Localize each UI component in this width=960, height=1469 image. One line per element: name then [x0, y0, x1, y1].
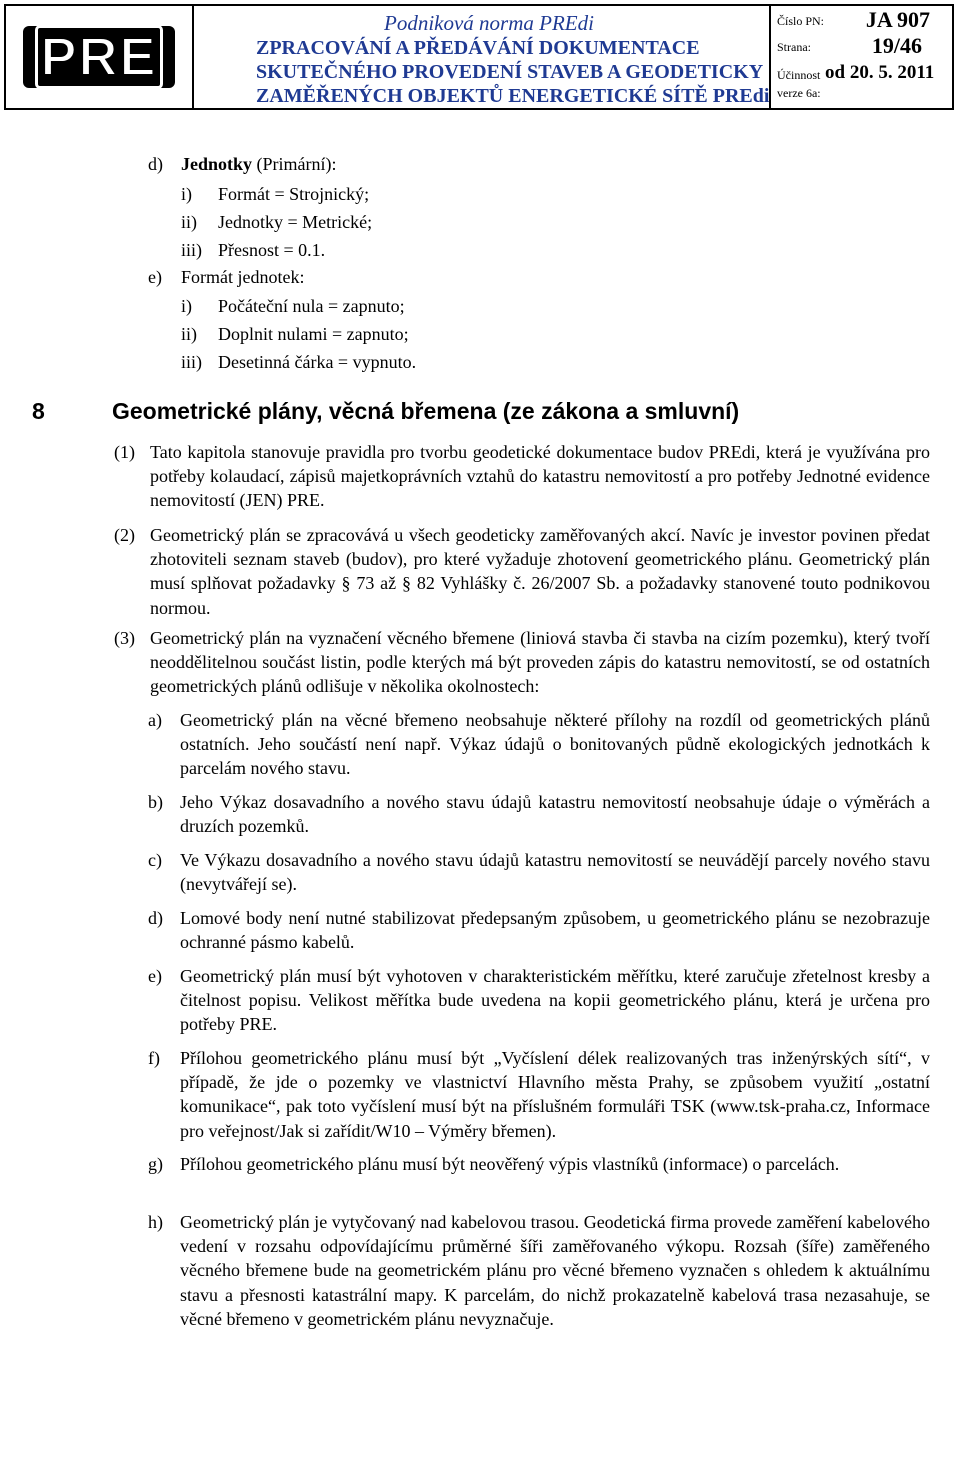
- meta-strana: [777, 32, 952, 58]
- section-heading: [32, 398, 739, 425]
- list-d-item-text: Jednotky = Metrické;: [218, 212, 373, 232]
- section-number: 8: [32, 398, 45, 424]
- cislo-label: Číslo PN:: [777, 14, 825, 28]
- sub-item-label: h): [148, 1212, 163, 1232]
- list-d-title: Jednotky: [181, 154, 253, 174]
- list-d-item-label: i): [181, 184, 192, 204]
- list-e-item-label: i): [181, 296, 192, 316]
- paragraph-label: (2): [114, 525, 135, 545]
- list-d-item-text: Přesnost = 0.1.: [218, 240, 326, 260]
- sub-item-e: [180, 964, 930, 1037]
- list-d-title-suffix: (Primární):: [252, 154, 337, 174]
- list-e-title: Formát jednotek:: [181, 267, 305, 287]
- section-title: Geometrické plány, věcná břemena (ze zákona a smluvní): [112, 398, 740, 424]
- list-e-item-text: Doplnit nulami = zapnuto;: [218, 324, 409, 344]
- paragraph-label: (1): [114, 442, 135, 462]
- sub-item-label: f): [148, 1048, 160, 1068]
- paragraph-text: Geometrický plán se zpracovává u všech geodeticky zaměřovaných akcí. Navíc je investor povinen předat zhotoviteli seznam staveb (budov), pro které vyžaduje zhotovení geometrického plánu. Geometrický plán musí splňovat požadavky § 73 až § 82 Vyhlášky č. 26/2007 Sb. a požadavky stanovené touto podnikovou normou.: [150, 525, 930, 618]
- list-e-item-label: ii): [181, 324, 197, 344]
- cislo-value: JA 907: [865, 7, 930, 32]
- list-e-item-text: Počáteční nula = zapnuto;: [218, 296, 405, 316]
- meta-verze: [777, 84, 952, 110]
- title-line-2: SKUTEČNÉHO PROVEDENÍ STAVEB A GEODETICKY: [256, 61, 764, 83]
- document-meta: [771, 6, 952, 108]
- sub-item-text: Lomové body není nutné stabilizovat předepsaným způsobem, u geometrického plánu se nezobrazuje ochranné pásmo kabelů.: [180, 908, 930, 953]
- paragraph-1: [150, 440, 930, 513]
- sub-item-text: Geometrický plán na věcné břemeno neobsahuje některé přílohy na rozdíl od geometrických plánů ostatních. Jeho součástí není např. Výkaz údajů o bonitovaných půdně ekologických jednotkách k parcelám nového stavu.: [180, 710, 930, 779]
- strana-value: 19/46: [871, 33, 922, 58]
- sub-item-label: e): [148, 966, 162, 986]
- verze-label: verze 6a:: [777, 86, 821, 100]
- sub-item-c: [180, 848, 930, 896]
- paragraph-text: Tato kapitola stanovuje pravidla pro tvorbu geodetické dokumentace budov PREdi, která je využívána pro potřeby kolaudací, zápisů majetkoprávních vztahů do katastru nemovitostí a pro potřeby Jednotné evidence nemovitostí (JEN) PRE.: [150, 442, 930, 511]
- logo-text: PRE: [36, 26, 161, 88]
- page-header: [4, 4, 954, 110]
- sub-item-label: b): [148, 792, 163, 812]
- title-line-1: ZPRACOVÁNÍ A PŘEDÁVÁNÍ DOKUMENTACE: [256, 37, 700, 59]
- paragraph-3: [150, 626, 930, 699]
- sub-item-d: [180, 906, 930, 954]
- list-e-item-label: iii): [181, 352, 202, 372]
- paragraph-text: Geometrický plán na vyznačení věcného břemene (liniová stavba či stavba na cizím pozemku), který tvoří neoddělitelnou součást listin, podle kterých má být proveden zápis do katastru nemovitostí, se od ostatních geometrických plánů odlišuje v několika okolnostech:: [150, 628, 930, 697]
- list-d-title-line: [181, 152, 337, 176]
- sub-item-g: [180, 1152, 930, 1176]
- sub-item-text: Jeho Výkaz dosavadního a nového stavu údajů katastru nemovitostí neobsahuje údaje o výměrách a druzích pozemků.: [180, 792, 930, 837]
- sub-item-a: [180, 708, 930, 781]
- norm-label: Podniková norma PREdi: [384, 11, 594, 35]
- list-e-item-text: Desetinná čárka = vypnuto.: [218, 352, 417, 372]
- document-title-box: [194, 6, 771, 108]
- logo-box: [6, 6, 194, 108]
- sub-item-text: Ve Výkazu dosavadního a nového stavu údajů katastru nemovitostí se neuvádějí parcely nového stavu (nevytvářejí se).: [180, 850, 930, 895]
- sub-item-label: g): [148, 1154, 163, 1174]
- ucinnost-label: Účinnost: [777, 68, 821, 82]
- sub-item-label: d): [148, 908, 163, 928]
- sub-item-h: [180, 1210, 930, 1331]
- sub-item-text: Přílohou geometrického plánu musí být „Vyčíslení délek realizovaných tras inženýrských sítí“, v případě, že jde o pozemky ve vlastnictví Hlavního města Prahy, se způsobem využití „ostatní komunikace“, pak toto vyčíslení musí být na příslušném formuláři TSK (www.tsk-praha.cz, Informace pro veřejnost/Jak si zařídit/W10 – Výměry břemen).: [180, 1048, 930, 1141]
- pre-logo: [23, 26, 175, 88]
- paragraph-2: [150, 523, 930, 620]
- strana-label: Strana:: [777, 40, 811, 54]
- sub-item-b: [180, 790, 930, 838]
- list-d-item-text: Formát = Strojnický;: [218, 184, 370, 204]
- list-d-item-label: ii): [181, 212, 197, 232]
- sub-item-text: Geometrický plán je vytyčovaný nad kabelovou trasou. Geodetická firma provede zaměření kabelového vedení v rozsahu odpovídajícímu průměrné šíři zaměřovaného výkopu. Rozsah (šíře) zaměřeného věcného břemene bude na geometrickém plánu pro věcné břemeno vyznačen s ohledem k aktuálnímu stavu a přesnosti katastrální mapy. K parcelám, do nichž prokazatelně kabelová trasa nezasahuje, se věcné břemeno v geometrickém plánu nevyznačuje.: [180, 1212, 930, 1329]
- sub-item-text: Přílohou geometrického plánu musí být neověřený výpis vlastníků (informace) o parcelách.: [180, 1154, 840, 1174]
- meta-cislo: [777, 6, 952, 32]
- paragraph-label: (3): [114, 628, 135, 648]
- sub-item-label: a): [148, 710, 162, 730]
- ucinnost-value: od 20. 5. 2011: [825, 62, 935, 83]
- list-e-label: e): [148, 267, 162, 287]
- list-d-item-label: iii): [181, 240, 202, 260]
- sub-item-label: c): [148, 850, 162, 870]
- list-d-label: d): [148, 154, 163, 174]
- meta-ucinnost: [777, 58, 952, 84]
- title-line-3: ZAMĚŘENÝCH OBJEKTŮ ENERGETICKÉ SÍTĚ PREdi: [256, 85, 770, 107]
- sub-item-text: Geometrický plán musí být vyhotoven v charakteristickém měřítku, které zaručuje zřetelnost kresby a čitelnost popisu. Velikost měřítka bude uvedena na kopii geometrického plánu, která je určena pro potřeby PRE.: [180, 966, 930, 1035]
- sub-item-f: [180, 1046, 930, 1143]
